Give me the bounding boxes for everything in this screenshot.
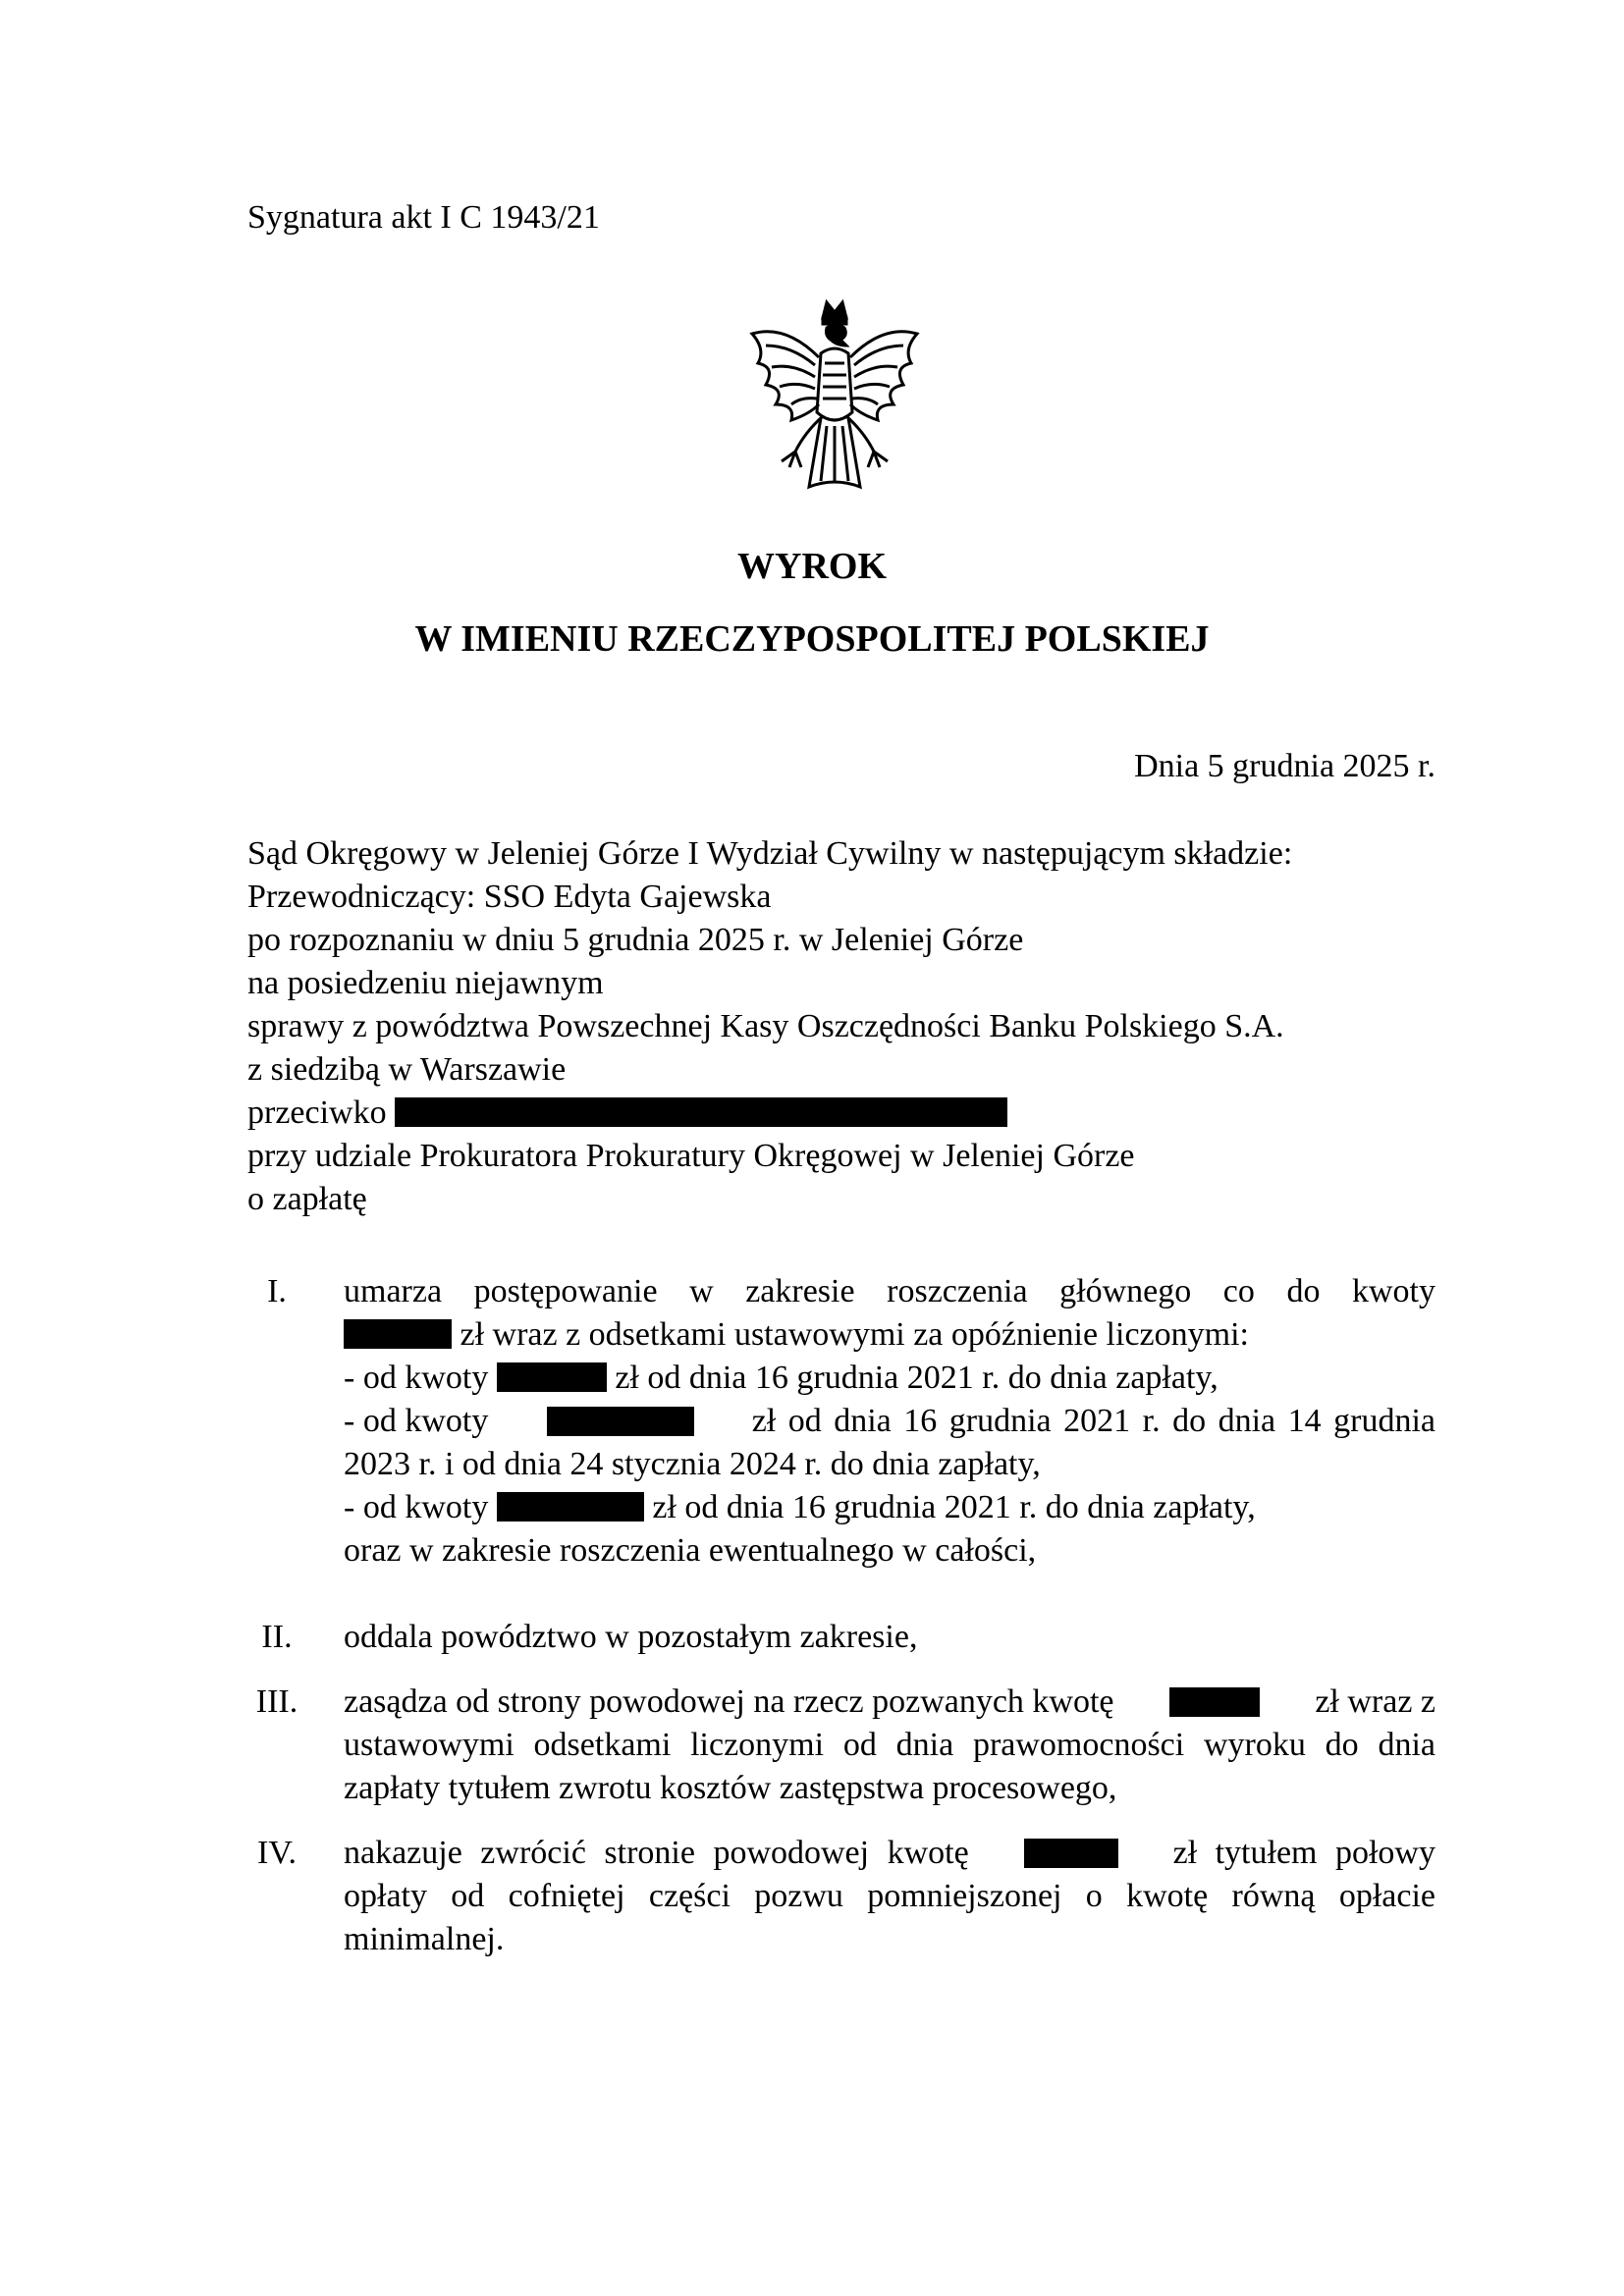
polish-eagle-emblem-icon xyxy=(736,294,933,501)
item-i-text: zł od dnia 16 grudnia 2021 r. do dnia zapłaty, xyxy=(615,1360,1218,1396)
item-i-text: - od kwoty xyxy=(344,1403,489,1439)
item-i-line: umarza postępowanie w zakresie roszczenia głównego co do kwoty xyxy=(344,1273,1435,1309)
item-i-text: - od kwoty xyxy=(344,1360,489,1396)
defendant-prefix: przeciwko xyxy=(247,1095,387,1131)
item-iv-text: nakazuje zwrócić stronie powodowej kwotę xyxy=(344,1835,969,1871)
item-iii-line xyxy=(344,1681,1435,1724)
redaction-block xyxy=(395,1097,1007,1127)
item-iii-line: ustawowymi odsetkami liczonymi od dnia prawomocności wyroku do dnia xyxy=(344,1727,1435,1763)
redaction-block xyxy=(497,1362,607,1392)
item-iv-line xyxy=(344,1832,1435,1875)
judgment-subtitle: W IMIENIU RZECZYPOSPOLITEJ POLSKIEJ xyxy=(414,618,1210,660)
judgment-date: Dnia 5 grudnia 2025 r. xyxy=(1134,748,1435,784)
item-i-line xyxy=(344,1486,1435,1529)
redaction-block xyxy=(547,1407,694,1436)
item-iii-text: zł wraz z xyxy=(1315,1683,1435,1720)
redaction-block xyxy=(344,1319,452,1349)
hearing-date-line: po rozpoznaniu w dniu 5 grudnia 2025 r. w Jeleniej Górze xyxy=(247,922,1024,958)
plaintiff-line: sprawy z powództwa Powszechnej Kasy Oszczędności Banku Polskiego S.A. xyxy=(247,1008,1284,1044)
item-i-line xyxy=(344,1313,1435,1357)
redaction-block xyxy=(1024,1839,1118,1868)
subject-line: o zapłatę xyxy=(247,1181,367,1217)
item-i-text: zł wraz z odsetkami ustawowymi za opóźnienie liczonymi: xyxy=(460,1316,1249,1353)
redaction-block xyxy=(1169,1687,1260,1717)
court-line: Sąd Okręgowy w Jeleniej Górze I Wydział Cywilny w następującym składzie: xyxy=(247,835,1293,872)
presiding-judge-line: Przewodniczący: SSO Edyta Gajewska xyxy=(247,879,772,915)
item-number: II. xyxy=(261,1619,293,1655)
item-ii-line: oddala powództwo w pozostałym zakresie, xyxy=(344,1619,918,1655)
eagle-svg xyxy=(736,294,933,501)
item-i-line: 2023 r. i od dnia 24 stycznia 2024 r. do dnia zapłaty, xyxy=(344,1446,1041,1482)
session-type-line: na posiedzeniu niejawnym xyxy=(247,965,604,1001)
item-i-line xyxy=(344,1357,1435,1400)
item-number: I. xyxy=(267,1273,287,1309)
item-i-text: zł od dnia 16 grudnia 2021 r. do dnia 14 grudnia xyxy=(751,1403,1435,1439)
prosecutor-line: przy udziale Prokuratora Prokuratury Okręgowej w Jeleniej Górze xyxy=(247,1138,1135,1174)
item-i-line: oraz w zakresie roszczenia ewentualnego w całości, xyxy=(344,1532,1037,1569)
item-number: IV. xyxy=(257,1835,297,1871)
item-iii-text: zasądza od strony powodowej na rzecz pozwanych kwotę xyxy=(344,1683,1114,1720)
item-i-line xyxy=(344,1400,1435,1443)
item-number: III. xyxy=(255,1683,298,1720)
plaintiff-seat-line: z siedzibą w Warszawie xyxy=(247,1051,567,1088)
item-i-text: zł od dnia 16 grudnia 2021 r. do dnia zapłaty, xyxy=(652,1489,1256,1525)
item-iv-line: opłaty od cofniętej części pozwu pomniejszonej o kwotę równą opłacie xyxy=(344,1878,1435,1914)
redaction-block xyxy=(497,1492,644,1522)
item-i-text: - od kwoty xyxy=(344,1489,489,1525)
item-iv-text: zł tytułem połowy xyxy=(1172,1835,1435,1871)
case-signature: Sygnatura akt I C 1943/21 xyxy=(247,199,600,236)
defendant-line xyxy=(247,1092,1007,1135)
judgment-title: WYROK xyxy=(737,546,887,587)
item-iii-line: zapłaty tytułem zwrotu kosztów zastępstwa procesowego, xyxy=(344,1770,1117,1806)
item-iv-line: minimalnej. xyxy=(344,1921,505,1957)
